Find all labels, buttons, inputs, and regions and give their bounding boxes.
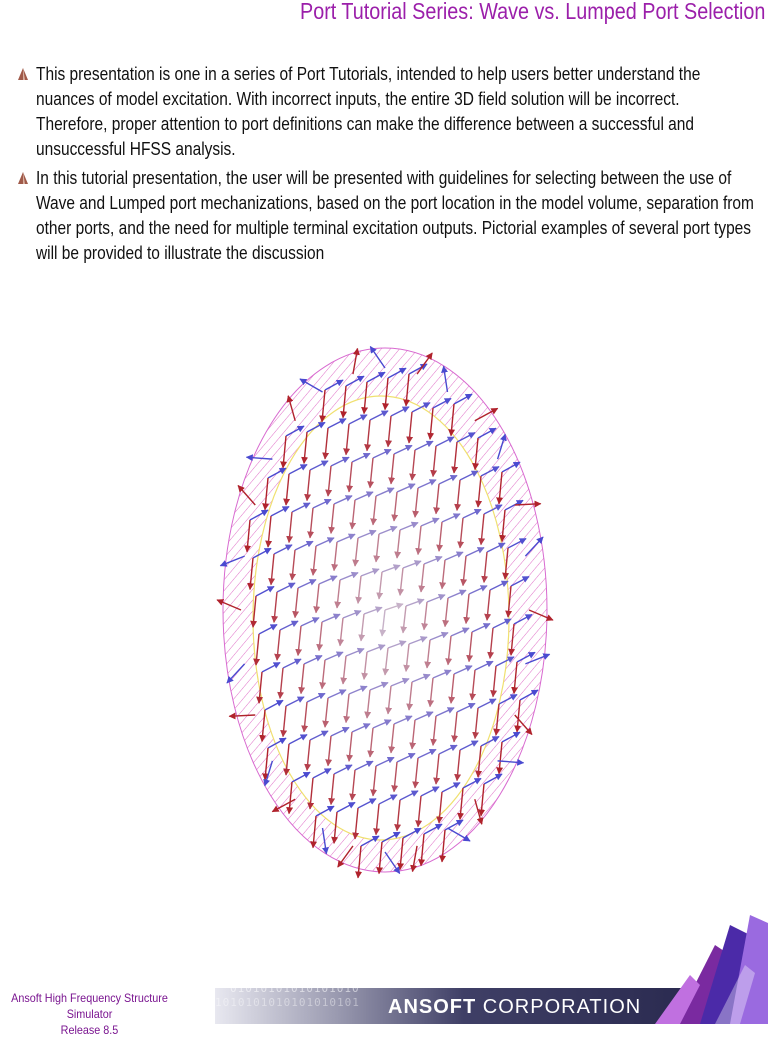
field-arrow <box>370 411 388 420</box>
field-arrow <box>334 542 337 571</box>
field-arrow <box>397 484 415 492</box>
field-arrow <box>379 795 397 804</box>
field-arrow <box>493 619 511 628</box>
field-arrow <box>277 583 295 592</box>
field-arrow <box>421 564 424 592</box>
field-arrow <box>427 595 445 602</box>
field-arrow <box>307 740 310 770</box>
field-arrow <box>355 761 373 770</box>
field-arrow <box>430 633 448 640</box>
field-arrow <box>325 698 328 727</box>
corner-logo-icon <box>655 915 768 1024</box>
field-arrow <box>397 800 400 831</box>
field-arrow <box>304 656 322 664</box>
field-arrow <box>469 586 487 594</box>
field-arrow <box>259 625 277 634</box>
field-arrow <box>364 607 382 614</box>
field-arrow <box>445 598 448 627</box>
field-arrow <box>352 724 370 732</box>
field-arrow <box>376 757 394 766</box>
field-arrow <box>298 580 316 588</box>
field-arrow <box>334 765 352 774</box>
field-arrow <box>361 614 364 641</box>
field-arrow <box>469 632 472 662</box>
field-arrow <box>382 610 385 636</box>
field-arrow <box>274 545 292 554</box>
bullet-icon <box>18 172 28 184</box>
field-arrow <box>331 774 334 804</box>
footer-product <box>0 990 186 1038</box>
field-arrow <box>442 560 445 589</box>
field-arrow <box>376 804 379 835</box>
field-arrow <box>388 686 391 714</box>
field-arrow <box>421 787 439 796</box>
footer-release: Release 8.5 <box>60 1023 119 1037</box>
field-arrow <box>418 480 436 488</box>
field-arrow <box>271 554 274 585</box>
field-arrow <box>325 652 343 660</box>
field-arrow <box>406 599 424 606</box>
field-arrow <box>331 457 349 466</box>
field-arrow <box>457 480 460 510</box>
field-arrow <box>466 548 484 556</box>
bullet-list <box>10 62 770 270</box>
bullet-text: This presentation is one in a series of Port Tutorials, intended to help users better understand the nuances of model excitation. With incorrect inputs, the entire 3D field solution will be incorrect. Therefore, proper attention to port definitions can make the difference between a successful and unsuccessful HFSS analysis. <box>36 64 701 159</box>
field-arrow <box>439 476 457 484</box>
field-arrow <box>319 576 337 584</box>
field-arrow <box>373 450 391 458</box>
field-arrow <box>265 700 283 710</box>
field-arrow <box>337 534 355 542</box>
field-arrow <box>304 702 307 732</box>
field-arrow <box>460 518 463 548</box>
field-arrow <box>376 488 394 496</box>
field-arrow <box>346 694 349 722</box>
field-arrow <box>478 476 481 507</box>
field-arrow <box>457 750 460 781</box>
field-arrow <box>283 706 286 737</box>
field-arrow <box>493 666 496 697</box>
field-arrow <box>352 453 370 462</box>
brand-bold: ANSOFT <box>388 996 477 1018</box>
field-arrow <box>364 652 367 679</box>
field-arrow <box>301 664 304 693</box>
field-arrow <box>394 716 412 724</box>
field-arrow <box>421 518 439 526</box>
field-arrow <box>373 496 376 525</box>
field-arrow <box>289 465 307 474</box>
footer-product-name: Ansoft High Frequency Structure Simulator <box>11 991 168 1021</box>
field-arrow <box>373 766 376 796</box>
field-arrow <box>424 602 427 630</box>
field-arrow <box>475 661 493 670</box>
field-arrow <box>376 534 379 562</box>
field-arrow <box>367 645 385 652</box>
field-arrow <box>391 679 409 686</box>
field-arrow <box>484 552 487 582</box>
field-arrow <box>268 516 271 547</box>
field-arrow <box>301 618 319 626</box>
field-arrow <box>292 772 310 782</box>
field-arrow <box>487 590 490 620</box>
field-arrow <box>340 618 343 646</box>
field-arrow <box>400 791 418 800</box>
field-arrow <box>436 708 454 716</box>
field-arrow <box>400 523 418 530</box>
field-arrow <box>466 594 469 623</box>
field-arrow <box>409 637 427 644</box>
field-arrow <box>457 703 475 712</box>
field-arrow <box>472 624 490 632</box>
field-arrow <box>331 504 334 533</box>
field-arrow <box>328 419 346 428</box>
field-arrow <box>367 420 370 451</box>
field-arrow <box>337 802 355 812</box>
field-arrow <box>283 659 301 668</box>
field-arrow <box>352 770 355 800</box>
field-arrow <box>370 458 373 488</box>
field-arrow <box>310 461 328 470</box>
field-arrow <box>337 580 340 608</box>
field-arrow <box>427 640 430 668</box>
field-arrow <box>400 568 403 595</box>
field-arrow <box>352 500 355 529</box>
field-arrow <box>334 496 352 504</box>
field-arrow <box>388 641 406 648</box>
field-arrow <box>391 724 394 753</box>
field-arrow <box>322 614 340 622</box>
field-arrow <box>256 587 274 596</box>
footer-binary-pattern: 01010101010101010 <box>230 982 360 995</box>
field-arrow <box>436 484 439 514</box>
field-arrow <box>412 675 430 682</box>
field-arrow <box>433 670 451 678</box>
field-arrow <box>460 471 478 480</box>
field-arrow <box>388 416 391 447</box>
field-arrow <box>460 741 478 750</box>
field-arrow <box>433 716 436 745</box>
bullet-text: In this tutorial presentation, the user will be presented with guidelines for selecting between the use of Wave and Lumped port mechanizations, based on the port location in the model volume, separation from other ports, and the need for multiple terminal excitation outputs. Pictorial examples of several port types will be provided to illustrate the discussion <box>36 168 754 263</box>
field-arrow <box>277 630 280 660</box>
field-arrow <box>463 509 481 518</box>
field-arrow <box>328 736 331 766</box>
field-arrow <box>403 561 421 568</box>
field-arrow <box>418 796 421 827</box>
field-arrow <box>349 732 352 761</box>
field-arrow <box>454 442 457 473</box>
field-arrow <box>361 569 379 576</box>
field-arrow <box>490 581 508 590</box>
field-arrow <box>448 590 466 598</box>
field-arrow <box>379 572 382 599</box>
field-arrow <box>481 514 484 545</box>
field-arrow <box>397 754 415 762</box>
field-arrow <box>325 428 328 459</box>
field-arrow <box>373 720 391 728</box>
footer <box>0 978 768 1037</box>
field-arrow <box>448 636 451 665</box>
field-arrow <box>271 507 289 516</box>
field-arrow <box>436 437 454 446</box>
field-arrow <box>286 474 289 505</box>
field-arrow <box>355 538 358 566</box>
field-arrow <box>370 728 373 757</box>
field-arrow <box>322 660 325 689</box>
field-arrow <box>370 683 388 690</box>
field-arrow <box>415 488 418 517</box>
field-arrow <box>292 550 295 580</box>
field-arrow <box>262 663 280 672</box>
field-arrow <box>415 441 433 450</box>
field-arrow <box>436 754 439 784</box>
field-arrow <box>346 649 364 656</box>
field-arrow <box>328 690 346 698</box>
field-arrow <box>292 503 310 512</box>
field-arrow <box>409 682 412 710</box>
field-arrow <box>316 584 319 613</box>
field-arrow <box>313 546 316 575</box>
field-arrow <box>454 712 457 742</box>
field-arrow <box>415 758 418 788</box>
field-arrow <box>355 492 373 500</box>
brand-rest: CORPORATION <box>482 996 642 1018</box>
field-arrow <box>394 445 412 454</box>
brand-logo <box>388 996 641 1019</box>
field-arrow <box>349 462 352 492</box>
field-arrow <box>475 708 478 738</box>
field-arrow <box>385 604 403 610</box>
bullet-icon <box>18 68 28 80</box>
field-arrow <box>385 648 388 675</box>
field-arrow <box>289 735 307 744</box>
field-arrow <box>274 592 277 622</box>
field-arrow <box>331 728 349 736</box>
field-arrow <box>412 720 415 749</box>
bullet-item <box>10 166 770 266</box>
field-arrow <box>310 508 313 538</box>
field-arrow <box>328 466 331 496</box>
field-arrow <box>298 626 301 655</box>
field-arrow <box>316 538 334 546</box>
field-arrow <box>319 622 322 651</box>
field-arrow <box>412 450 415 480</box>
field-arrow <box>397 530 400 558</box>
field-arrow <box>418 749 436 758</box>
field-arrow <box>256 634 259 665</box>
field-arrow <box>430 678 433 707</box>
field-arrow <box>454 666 472 674</box>
field-arrow <box>307 693 325 702</box>
field-arrow <box>472 670 475 700</box>
field-arrow <box>358 531 376 538</box>
field-arrow <box>280 668 283 698</box>
field-arrow <box>349 686 367 694</box>
field-arrow <box>439 745 457 754</box>
field-arrow <box>295 588 298 618</box>
field-arrow <box>451 628 469 636</box>
field-arrow <box>349 415 367 424</box>
field-arrow <box>433 446 436 476</box>
field-arrow <box>424 557 442 564</box>
field-arrow <box>289 512 292 542</box>
field-arrow <box>391 454 394 484</box>
field-arrow <box>391 407 409 416</box>
field-arrow <box>310 731 328 740</box>
field-arrow <box>442 783 460 792</box>
field-arrow <box>316 806 334 816</box>
field-arrow <box>379 527 397 534</box>
field-arrow <box>418 526 421 554</box>
field-arrow <box>358 576 361 603</box>
field-arrow <box>286 697 304 706</box>
field-arrow <box>406 644 409 671</box>
field-arrow <box>340 573 358 580</box>
field-arrow <box>346 424 349 455</box>
slide-title: Port Tutorial Series: Wave vs. Lumped Port Selection <box>300 0 766 24</box>
field-arrow <box>490 628 493 658</box>
field-arrow <box>343 656 346 684</box>
field-arrow <box>394 762 397 792</box>
field-arrow <box>409 412 412 443</box>
field-arrow <box>442 514 460 522</box>
field-arrow <box>382 565 400 572</box>
field-arrow <box>307 470 310 501</box>
footer-binary-pattern: 1010101010101010101 <box>215 996 360 1009</box>
field-arrow <box>313 499 331 508</box>
bullet-item <box>10 62 770 162</box>
field-arrow <box>343 611 361 618</box>
field-arrow <box>355 808 358 839</box>
field-arrows <box>217 347 553 878</box>
field-arrow <box>313 769 331 778</box>
field-arrow <box>403 606 406 633</box>
field-arrow <box>367 690 370 718</box>
field-vector-plot <box>215 318 555 928</box>
field-arrow <box>280 621 298 630</box>
field-arrow <box>463 556 466 585</box>
field-arrow <box>445 552 463 560</box>
field-arrow <box>415 712 433 720</box>
field-arrow <box>358 799 376 808</box>
field-arrow <box>394 492 397 521</box>
field-arrow <box>478 699 496 708</box>
field-arrow <box>439 522 442 551</box>
field-arrow <box>451 674 454 703</box>
field-arrow <box>295 541 313 550</box>
